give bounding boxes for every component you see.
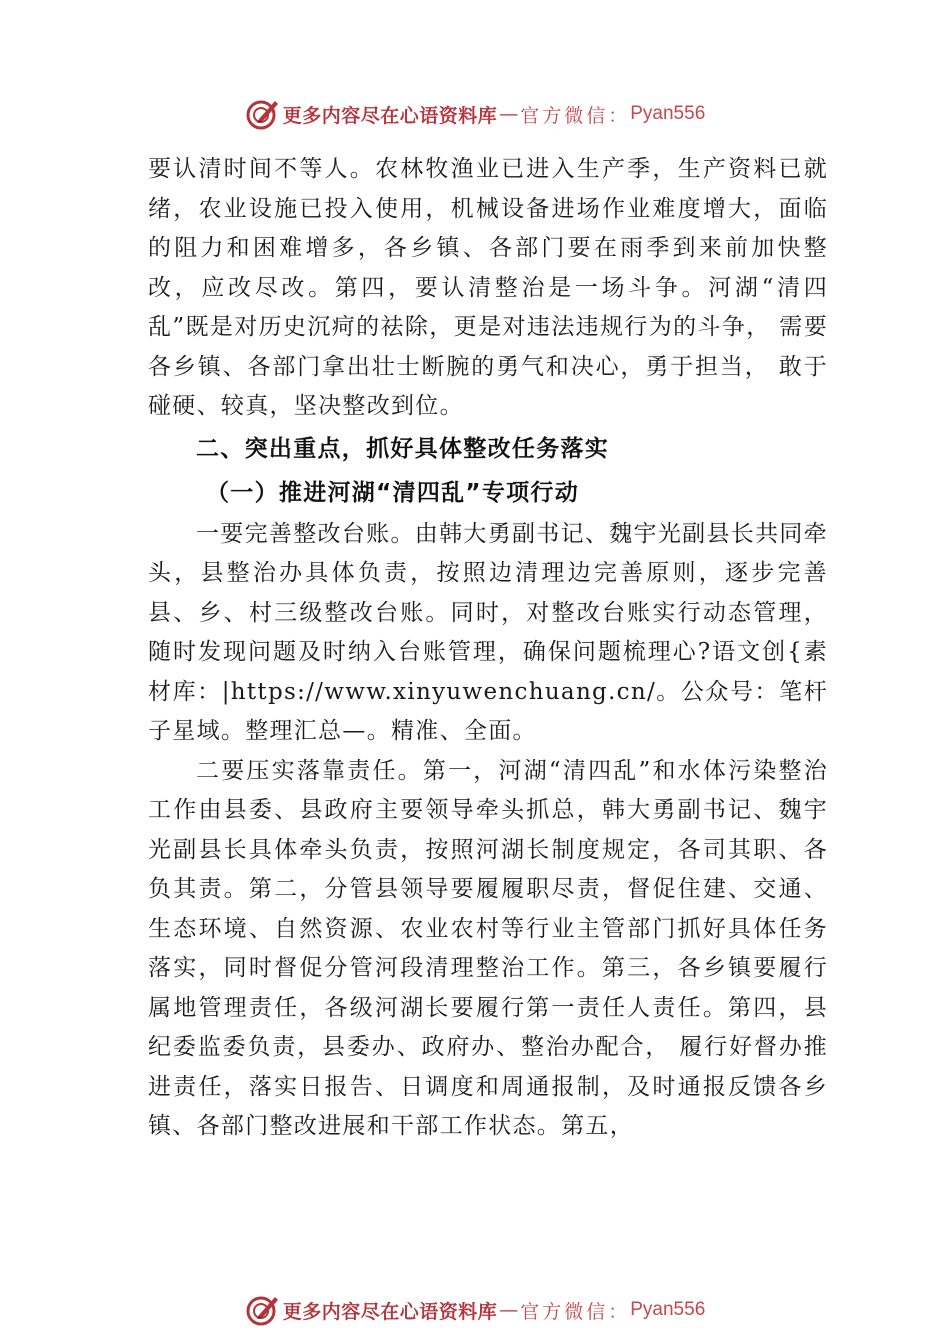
document-body [148,150,828,1147]
subsection-heading: （一）推进河湖“清四乱”专项行动 [206,479,580,506]
paragraph-2: 一要完善整改台账。由韩大勇副书记、魏宇光副县长共同牵头，县整治办具体负责，按照边清理边完善原则，逐步完善县、乡、村三级整改台账。同时，对整改台账实行动态管理，随时发现问题及时纳入台账管理，确保问题梳理心?语文创{素材库：|https://www.xinyuwenchuang.cn/。公众号：笔杆子星域。整理汇总—。精准、全面。 [148,520,828,744]
paragraph-1: 要认清时间不等人。农林牧渔业已进入生产季，生产资料已就绪，农业设施已投入使用，机械设备进场作业难度增大，面临的阻力和困难增多，各乡镇、各部门要在雨季到来前加快整改，应改尽改。第四，要认清整治是一场斗争。河湖“清四乱”既是对历史沉疴的祛除，更是对违法违规行为的斗争， 需要各乡镇、各部门拿出壮士断腕的勇气和决心，勇于担当， 敢于碰硬、较真，坚决整改到位。 [148,156,828,419]
header-banner [0,94,950,134]
banner-main-text: 更多内容尽在心语资料库 [282,1300,498,1323]
pen-circle-logo-icon [245,97,279,131]
footer-banner [0,1290,950,1330]
banner-separator: — [499,103,519,125]
banner-wechat-id: Pyan556 [630,1299,706,1320]
banner-main-text: 更多内容尽在心语资料库 [282,104,498,127]
banner-official-label: 官方微信： [520,104,631,127]
banner-separator: — [499,1299,519,1321]
banner-wechat-id: Pyan556 [630,103,706,124]
section-heading: 二、突出重点，抓好具体整改任务落实 [196,435,610,462]
paragraph-3: 二要压实落靠责任。第一，河湖“清四乱”和水体污染整治工作由县委、县政府主要领导牵头抓总，韩大勇副书记、魏宇光副县长具体牵头负责，按照河湖长制度规定，各司其职、各负其责。第二，分管县领导要履履职尽责，督促住建、交通、生态环境、自然资源、农业农村等行业主管部门抓好具体任务落实，同时督促分管河段清理整治工作。第三，各乡镇要履行属地管理责任，各级河湖长要履行第一责任人责任。第四，县纪委监委负责，县委办、政府办、整治办配合， 履行好督办推进责任，落实日报告、日调度和周通报制，及时通报反馈各乡镇、各部门整改进展和干部工作状态。第五， [148,757,828,1139]
banner-official-label: 官方微信： [520,1300,631,1323]
pen-circle-logo-icon [245,1293,279,1327]
